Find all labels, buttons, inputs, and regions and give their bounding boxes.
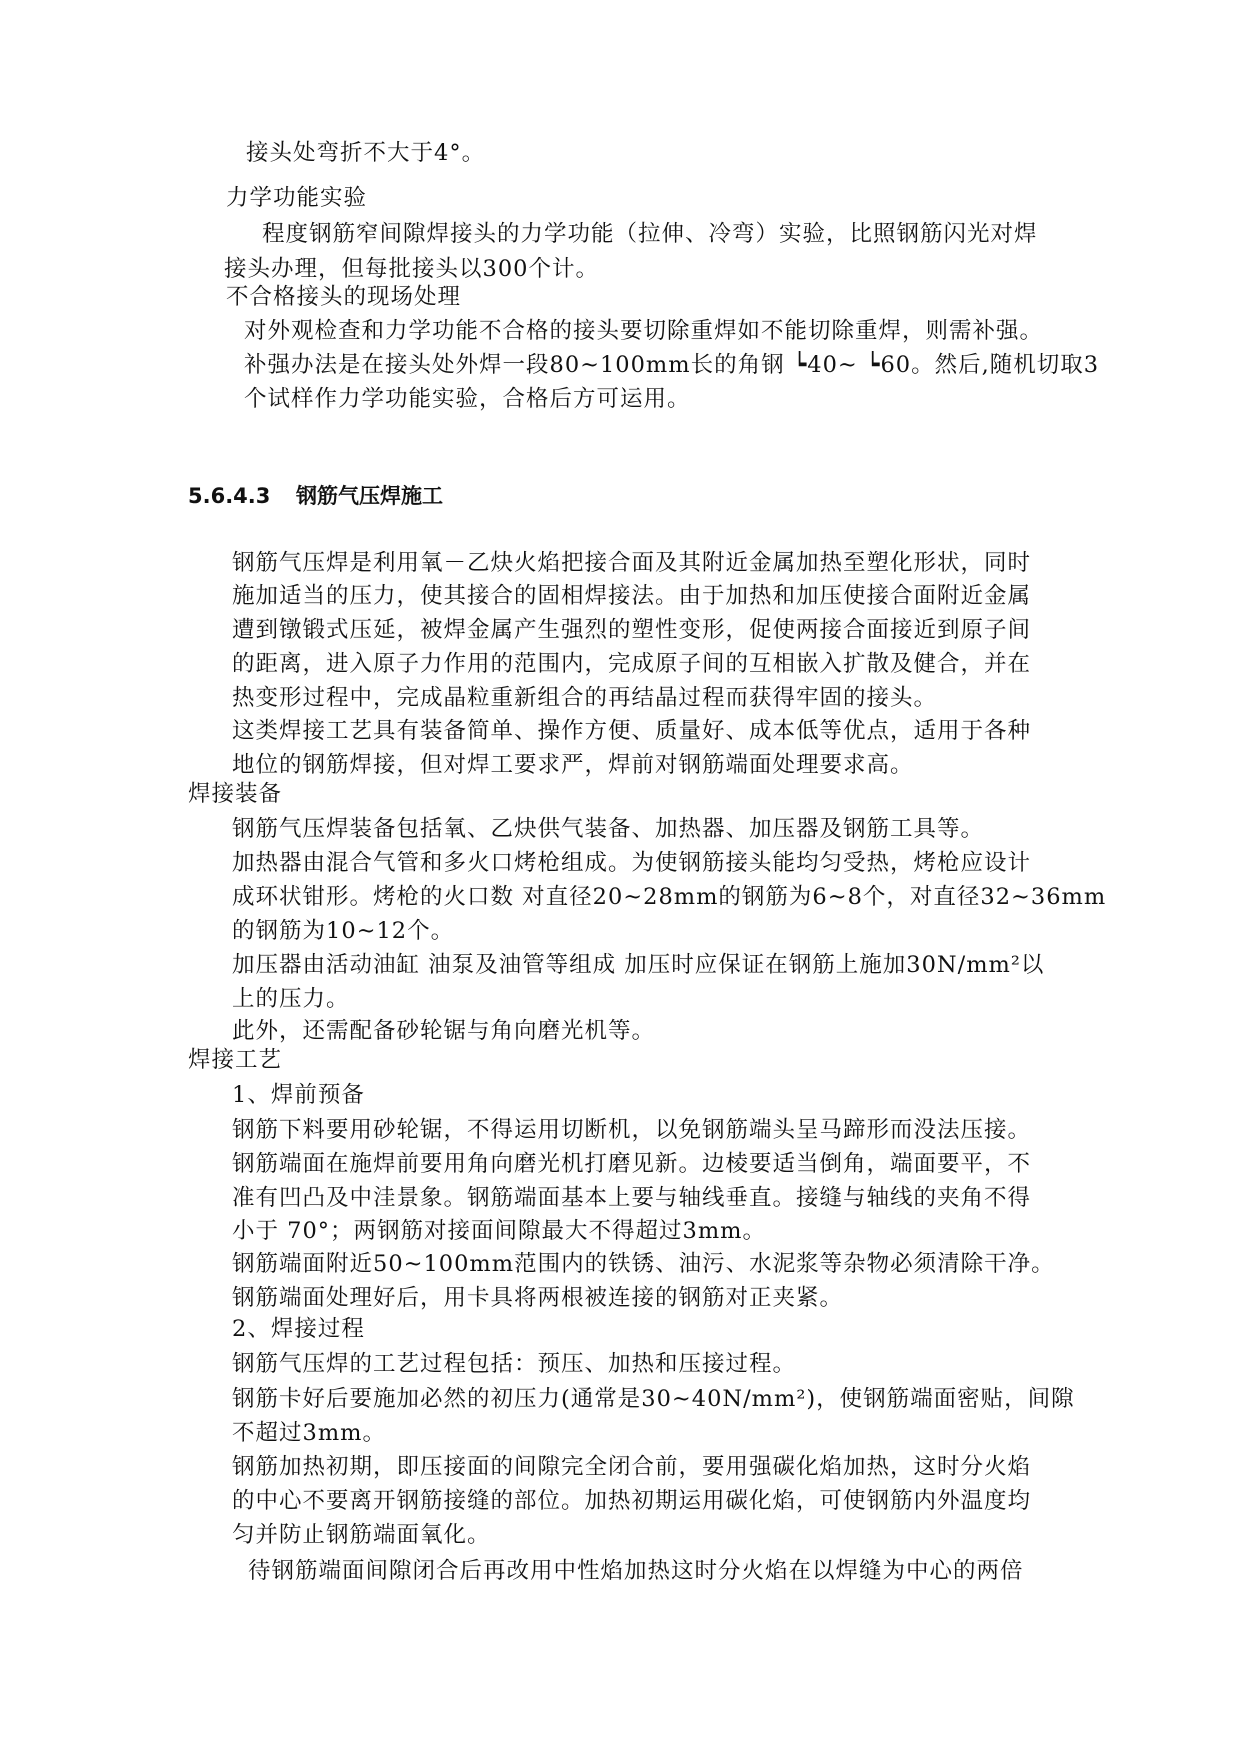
text-line: 匀并防止钢筋端面氧化。	[232, 1522, 491, 1548]
text-line: 钢筋端面在施焊前要用角向磨光机打磨见新。边棱要适当倒角，端面要平，不	[232, 1151, 1032, 1177]
text-line: 接头办理，但每批接头以300个计。	[224, 256, 599, 282]
text-line: 钢筋卡好后要施加必然的初压力(通常是30~40N/mm²)，使钢筋端面密贴，间隙	[232, 1386, 1075, 1412]
text-line: 钢筋气压焊是利用氧－乙炔火焰把接合面及其附近金属加热至塑化形状，同时	[232, 550, 1032, 576]
subsection-title: 焊接工艺	[188, 1047, 283, 1073]
text-line: 钢筋下料要用砂轮锯，不得运用切断机，以免钢筋端头呈马蹄形而没法压接。	[232, 1117, 1032, 1143]
text-line: 成环状钳形。烤枪的火口数 对直径20~28mm的钢筋为6~8个，对直径32~36mm	[232, 884, 1107, 910]
text-line: 个试样作力学功能实验，合格后方可运用。	[244, 386, 691, 412]
text-line: 的距离，进入原子力作用的范围内，完成原子间的互相嵌入扩散及健合，并在	[232, 651, 1032, 677]
step-title: 2、焊接过程	[232, 1316, 365, 1342]
text-line: 钢筋加热初期，即压接面的间隙完全闭合前，要用强碳化焰加热，这时分火焰	[232, 1454, 1032, 1480]
subsection-title: 焊接装备	[188, 781, 283, 807]
subsection-title: 力学功能实验	[226, 185, 368, 211]
text-line: 加压器由活动油缸 油泵及油管等组成 加压时应保证在钢筋上施加30N/mm²以	[232, 952, 1045, 978]
section-heading	[188, 481, 443, 511]
text-line: 补强办法是在接头处外焊一段80~100mm长的角钢 ┕40~ ┕60。然后,随机切取3	[244, 352, 1100, 378]
text-line: 准有凹凸及中洼景象。钢筋端面基本上要与轴线垂直。接缝与轴线的夹角不得	[232, 1185, 1032, 1211]
text-line: 的中心不要离开钢筋接缝的部位。加热初期运用碳化焰，可使钢筋内外温度均	[232, 1488, 1032, 1514]
subsection-title: 不合格接头的现场处理	[226, 284, 462, 310]
text-line: 接头处弯折不大于4°。	[246, 140, 486, 166]
text-line: 钢筋端面附近50~100mm范围内的铁锈、油污、水泥浆等杂物必须清除干净。	[232, 1251, 1055, 1277]
section-number: 5.6.4.3	[188, 484, 271, 508]
text-line: 程度钢筋窄间隙焊接头的力学功能（拉伸、冷弯）实验，比照钢筋闪光对焊	[262, 221, 1038, 247]
section-title: 钢筋气压焊施工	[296, 484, 443, 508]
text-line: 不超过3mm。	[232, 1420, 386, 1446]
text-line: 地位的钢筋焊接，但对焊工要求严，焊前对钢筋端面处理要求高。	[232, 752, 914, 778]
text-line: 待钢筋端面间隙闭合后再改用中性焰加热这时分火焰在以焊缝为中心的两倍	[248, 1558, 1024, 1584]
text-line: 施加适当的压力，使其接合的固相焊接法。由于加热和加压使接合面附近金属	[232, 583, 1032, 609]
text-line: 的钢筋为10~12个。	[232, 918, 455, 944]
text-line: 此外，还需配备砂轮锯与角向磨光机等。	[232, 1018, 656, 1044]
text-line: 这类焊接工艺具有装备简单、操作方便、质量好、成本低等优点，适用于各种	[232, 718, 1032, 744]
text-line: 对外观检查和力学功能不合格的接头要切除重焊如不能切除重焊，则需补强。	[244, 318, 1044, 344]
step-title: 1、焊前预备	[232, 1082, 365, 1108]
text-line: 热变形过程中，完成晶粒重新组合的再结晶过程而获得牢固的接头。	[232, 685, 938, 711]
text-line: 钢筋气压焊的工艺过程包括：预压、加热和压接过程。	[232, 1351, 797, 1377]
text-line: 钢筋端面处理好后，用卡具将两根被连接的钢筋对正夹紧。	[232, 1285, 844, 1311]
text-line: 上的压力。	[232, 986, 350, 1012]
text-line: 钢筋气压焊装备包括氧、乙炔供气装备、加热器、加压器及钢筋工具等。	[232, 816, 985, 842]
text-line: 小于 70°；两钢筋对接面间隙最大不得超过3mm。	[232, 1218, 767, 1244]
text-line: 加热器由混合气管和多火口烤枪组成。为使钢筋接头能均匀受热，烤枪应设计	[232, 850, 1032, 876]
text-line: 遭到镦锻式压延，被焊金属产生强烈的塑性变形，促使两接合面接近到原子间	[232, 617, 1032, 643]
